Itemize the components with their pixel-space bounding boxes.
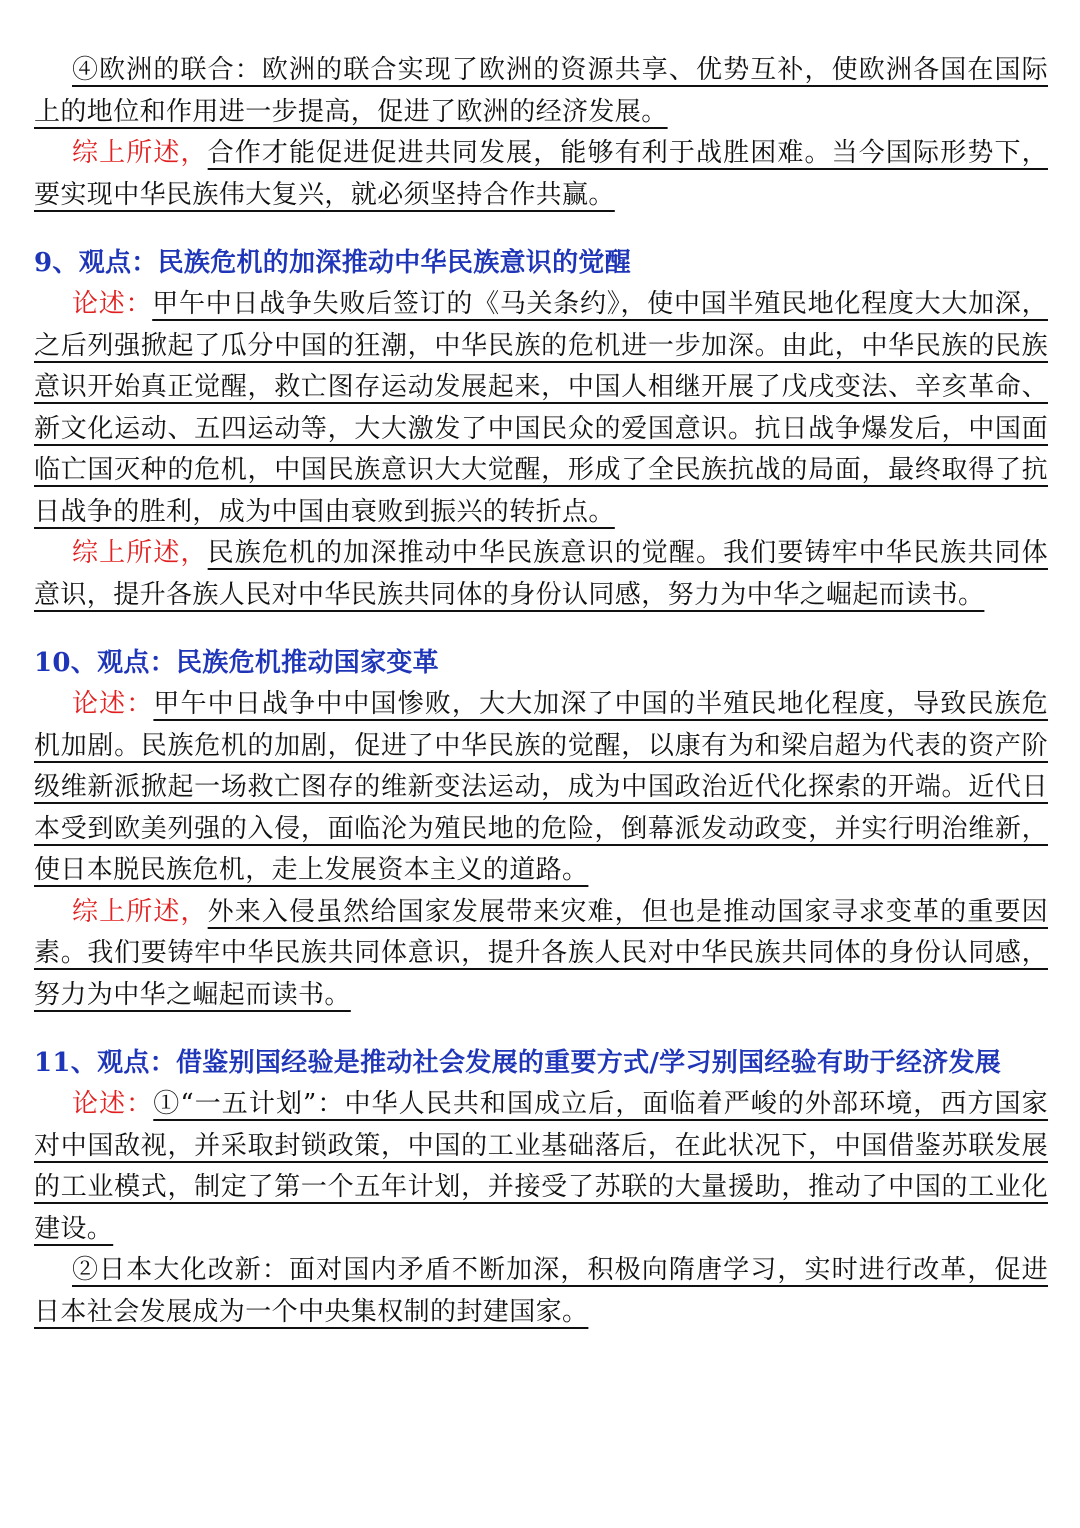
section-11-point-2 [34, 1250, 1048, 1333]
section-10 [34, 642, 1048, 1016]
section-10-argument-label: 论述： [72, 689, 154, 719]
europe-union-text: ④欧洲的联合：欧洲的联合实现了欧洲的资源共享、优势互补，使欧洲各国在国际上的地位和作用进一步提高，促进了欧洲的经济发展。 [34, 55, 1048, 127]
section-9-summary [34, 533, 1048, 616]
section-9-argument-text: 甲午中日战争失败后签订的《马关条约》，使中国半殖民地化程度大大加深，之后列强掀起了瓜分中国的狂潮，中华民族的危机进一步加深。由此，中华民族的民族意识开始真正觉醒，救亡图存运动发展起来，中国人相继开展了戊戌变法、辛亥革命、新文化运动、五四运动等，大大激发了中国民众的爱国意识。抗日战争爆发后，中国面临亡国灭种的危机，中国民族意识大大觉醒，形成了全民族抗战的局面，最终取得了抗日战争的胜利，成为中国由衰败到振兴的转折点。 [34, 289, 1048, 527]
section-11-point-2-text: ②日本大化改新：面对国内矛盾不断加深，积极向隋唐学习，实时进行改革，促进日本社会发展成为一个中央集权制的封建国家。 [34, 1255, 1048, 1327]
section-9-heading: 9、观点：民族危机的加深推动中华民族意识的觉醒 [34, 248, 631, 278]
section-9-summary-text: 民族危机的加深推动中华民族意识的觉醒。我们要铸牢中华民族共同体意识，提升各族人民对中华民族共同体的身份认同感，努力为中华之崛起而读书。 [34, 538, 1048, 610]
section-9-argument [34, 284, 1048, 533]
section-11 [34, 1042, 1048, 1333]
section-10-summary-text: 外来入侵虽然给国家发展带来灾难，但也是推动国家寻求变革的重要因素。我们要铸牢中华民族共同体意识，提升各族人民对中华民族共同体的身份认同感，努力为中华之崛起而读书。 [34, 896, 1048, 1010]
section-10-summary-label: 综上所述， [72, 896, 208, 927]
section-11-heading: 11、观点：借鉴别国经验是推动社会发展的重要方式/学习别国经验有助于经济发展 [34, 1048, 1002, 1078]
section-11-argument-text: ①“一五计划”：中华人民共和国成立后，面临着严峻的外部环境，西方国家对中国敌视，并采取封锁政策，中国的工业基础落后，在此状况下，中国借鉴苏联发展的工业模式，制定了第一个五年计划，并接受了苏联的大量援助，推动了中国的工业化建设。 [34, 1089, 1049, 1244]
section-11-argument [34, 1084, 1048, 1250]
section-10-summary [34, 892, 1048, 1017]
intro-section [34, 50, 1048, 216]
europe-union-paragraph [34, 50, 1048, 133]
intro-summary-text: 合作才能促进促进共同发展，能够有利于战胜困难。当今国际形势下，要实现中华民族伟大复兴，就必须坚持合作共赢。 [34, 138, 1048, 210]
section-9 [34, 242, 1048, 616]
section-9-argument-label: 论述： [72, 289, 153, 319]
intro-summary-paragraph [34, 133, 1048, 216]
intro-summary-label: 综上所述， [72, 138, 208, 168]
section-10-argument [34, 684, 1048, 892]
section-11-argument-label: 论述： [72, 1089, 154, 1119]
section-9-summary-label: 综上所述， [72, 538, 208, 568]
section-10-heading: 10、观点：民族危机推动国家变革 [34, 648, 439, 678]
section-10-argument-text: 甲午中日战争中中国惨败，大大加深了中国的半殖民地化程度，导致民族危机加剧。民族危机的加剧，促进了中华民族的觉醒，以康有为和梁启超为代表的资产阶级维新派掀起一场救亡图存的维新变法运动，成为中国政治近代化探索的开端。近代日本受到欧美列强的入侵，面临沦为殖民地的危险，倒幕派发动政变，并实行明治维新，使日本脱民族危机，走上发展资本主义的道路。 [34, 689, 1049, 885]
